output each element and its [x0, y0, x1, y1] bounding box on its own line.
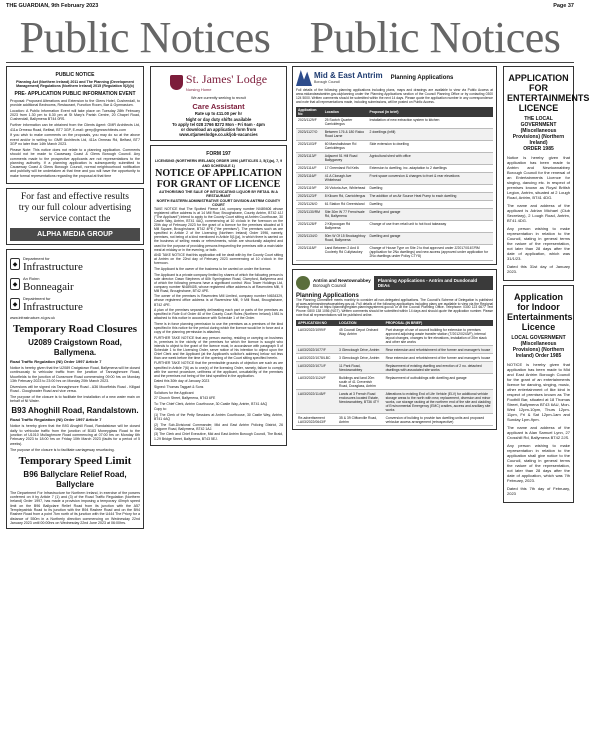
table-cell: Rear extension and refurbishment of the former and manager's house: [384, 346, 493, 354]
table-header: Location: [323, 107, 368, 117]
tsl-road: B96 Ballyclare Relief Road, Ballyclare: [23, 469, 127, 489]
table-cell: 41 A Clonagh Ave Whitehead: [323, 172, 368, 184]
table-cell: LA03/2022/1077/F: [296, 346, 337, 354]
trc2-sub: Road Traffic Regulation (NI) Order 1997 Article 7: [10, 417, 102, 423]
public-notice-subtitle: Planning Act (Northern Ireland) 2011 and The Planning (Development Management) Regulations (Northern Ireland) 2015 (Regulation 5(2)(b): [16, 80, 134, 89]
mea-planning-box: [292, 66, 497, 265]
page-header: [0, 0, 580, 12]
trc2-title: B93 Ahoghill Road, Randalstown.: [11, 406, 139, 416]
trc2-para: Notice is hereby given that the B93 Ahoghill Road, Randalstown will be closed daily to vehicular traffic from the junction of B183 Moneyglass Road to the junction of U1010 Mullaghmore Road commencing at 07:00 hrs on Monday 6th February 2023 to 18:00 hrs on Friday 10th March 2023 (faults for a period of 5 weeks).: [10, 424, 140, 446]
table-cell: Agricultural shed with office: [368, 152, 493, 164]
table-header: LOCATION: [337, 320, 384, 326]
table-cell: 50m W Of 15 Brockaghboy Road, Ballymena: [323, 232, 368, 244]
table-cell: 8 Kilcarn Rd, Carrickfergus: [323, 192, 368, 200]
column-2: [150, 66, 287, 450]
table-cell: 2023/1114/F: [296, 164, 323, 172]
licence-para: A plan of the premises separately delineating each part or parts of the premises as specified in Rule 6 of Order 40 of the County Court Rules (Northern Ireland) 1981 is attached to this notice in accordance with Schedule 1 of the Order.: [154, 308, 283, 321]
licence-para: The Applicant is a private company limited by shares of which the following person is sole director: Dawn Stephens of 60b Symingtown Road, Clarryford, Ballymena and of which the following persons have a significant control: Woo Tower Holdings Ltd, company number NI489405, whose registered office address is at Ravenview Mill, 9 Mill Road, Broughshane, BT42 4PE.: [154, 272, 283, 293]
anda-sub: Borough Council: [313, 282, 347, 288]
form-no: FORM 197: [206, 151, 231, 158]
table-header: APPLICATION NO: [296, 320, 337, 326]
dfi-icon: ◆: [10, 278, 20, 290]
table-cell: 2023/1128/F: [296, 220, 323, 232]
pac-para: Location: A Public Information Event will take place on Tuesday 28th February 2023 from 1.30 pm to 6.30 pm at St Mary's Parish Centre, 20 Chapel Road, Cushendall, Ballymena BT44 0RS.: [10, 108, 140, 122]
table-cell: LA03/2022/1099/F: [296, 326, 337, 346]
licence-para: AND TAKE NOTICE that this application will be dealt with by the County Court sitting at Antrim on the 22nd day of February 2023 commencing at 10 o'clock in the forenoon.: [154, 253, 283, 266]
table-cell: Side extension to dwelling: [368, 140, 493, 152]
table-row: [296, 140, 493, 152]
care-line: or download an application form from: [180, 126, 257, 132]
dfi-icon: ◆: [10, 298, 20, 310]
dfi-icon: ◆: [10, 258, 20, 270]
tsl-title: Temporary Speed Limit: [18, 454, 132, 467]
table-cell: 2023/1103/F: [296, 140, 323, 152]
table-cell: LA03/2022/1078/LBC: [296, 354, 337, 362]
masthead-right: Public Notices: [309, 12, 561, 62]
lic1-para: Dated this 31st day of January 2023.: [507, 264, 570, 274]
table-row: [296, 362, 493, 374]
lic1-sub2: ORDER 1985: [523, 146, 554, 152]
table-cell: 35 & 39 Cliftonville Road, Antrim: [337, 414, 384, 426]
page-number: Page 37: [553, 3, 574, 9]
table-row: [296, 208, 493, 220]
lic2-para: NOTICE is hereby given that application has been made to Mid and East Antrim Borough Council for the grant of an entertainments licence for dancing, singing, music, other entertainment of like kind in respect of premises known as The Foothill Bar, situated at 18 Thomas Street, Ballymena BT43 6AU, Mon-Wed 12pm-10pm, Thurs 12pm-11pm, Fri & Sat 12pm-1am and Sunday 1pm-9pm.: [507, 362, 570, 422]
lic2-para: Dated this 7th day of February, 2023: [507, 486, 570, 496]
table-row: [296, 200, 493, 208]
dfi-notice-box: [6, 249, 144, 530]
table-cell: Installation of new extraction system to kitchen: [368, 117, 493, 129]
table-cell: Change of House Type on Site 2 to that approved under Z/2017/0167/RM (application for 2No dwellings) and new access (approved under application for 2No dwellings under Policy CTY8): [368, 244, 493, 260]
lic1-title: APPLICATION FOR ENTERTAINMENTS LICENCE: [507, 73, 589, 113]
licence-para: To: The Chief Clerk, Antrim Courthouse, 30 Castle Way, Antrim, BT41 4AQ: [154, 401, 268, 406]
table-cell: 2023/1134/O: [296, 232, 323, 244]
table-row: [296, 117, 493, 129]
dfi-irish-name: Bonneagair: [23, 280, 74, 293]
authorising: AUTHORISING THE SALE OF INTOXICATING LIQUOR BY RETAIL IN A RESTAURANT: [159, 189, 278, 199]
licensing-order: LICENSING (NORTHERN IRELAND) ORDER 1996 (ARTICLES 2, 5(1)(a), 7, 9 AND SCHEDULE 1): [154, 159, 283, 168]
care-line: To apply tel 028 2766 8272 Mon - Fri 9am - 4pm: [172, 121, 265, 127]
dfi-ulster-name: Infrastructure: [23, 300, 83, 313]
dfi-ulster: Depairtment fur: [23, 295, 51, 301]
trc1-para: Diversions will be signed via Tannaghmore Road - A36 Moorfields Road - Killgad Road - Cloughwater Road and vice versa.: [10, 384, 140, 393]
table-cell: Rear extension and refurbishment of the former and manager's house: [384, 354, 493, 362]
table-header: PROPOSAL (IN BRIEF): [384, 320, 493, 326]
table-cell: 3 Glenclough Drive, Antrim: [337, 354, 384, 362]
table-cell: Extension to dwelling, inc. adaptation to 2 dwellings: [368, 164, 493, 172]
licence-para: Dated this 30th day of January 2023: [154, 379, 210, 384]
table-cell: Dwelling: [368, 184, 493, 192]
sj-tag: Nursing Home: [185, 87, 212, 92]
table-row: [296, 220, 493, 232]
table-header: Application No: [296, 107, 323, 117]
licence-para: There is in force planning permission to use the premises as a premises of the kind specified in this notice for the period during which the licence would be in force and a copy of the planning permission is attached.: [154, 321, 283, 334]
table-cell: Dwelling: [368, 200, 493, 208]
licence-para: Solicitors for the Applicant: [154, 390, 194, 395]
advert-line-3: service contact the: [39, 213, 111, 224]
table-cell: 61 Station Rd Greenisland: [323, 200, 368, 208]
pac-body: [10, 99, 140, 178]
table-row: [296, 374, 493, 390]
licence-para: The Applicant is the owner of the business to be carried on under the licence.: [154, 266, 272, 271]
dfi-web: www.infrastructure-ni.gov.uk: [10, 315, 55, 320]
licence-para: TAKE NOTICE that The Spotted Fleece Ltd, company number NI489406 whose registered office address is at 14 Mill Row, Broughshane, County Antrim, BT42 4JJ ("The Applicant") intend to apply to the County Court sitting at Antrim Courthouse, 30 Castle Way, Antrim, BT41 4AQ, commencing at 10 o'clock in the forenoon on the 20th day of February 2023 for the grant of a licence for the premises situated at 5 Mill Square, Broughshane, BT42 4PE ("the premises"). The premises such as are specified in Article 2 of the Licensing (Northern Ireland) Order 1996, namely, premises, not being of a kind mentioned in Article 5(1)(a), in which there is carried on the business of selling meals or refreshments, which are structurally adapted and used for the purpose of providing persons frequenting the premises with a main table meal at midday or in the evening, or both.: [154, 207, 283, 252]
table-row: [296, 244, 493, 260]
entertainment-licence-2: [503, 285, 574, 503]
mea-applications-table: [296, 107, 493, 261]
table-header: Proposal (in brief): [368, 107, 493, 117]
advert-box: [6, 188, 144, 245]
licence-notice-box: [150, 145, 287, 446]
st-james-crest-icon: [170, 75, 183, 90]
trc1-sub: Road Traffic Regulation (NI) Order 1997 Article 7: [10, 358, 102, 364]
column-1: [6, 66, 144, 533]
care-line: Night or day duty shifts available: [185, 116, 252, 122]
tsl-para: The Department For Infrastructure for Northern Ireland, in exercise of the powers conferred on it by Article 7 (1) and (3) of the Road Traffic Regulation (Northern Ireland) Order 1997, has made a provision imposing a temporary 40mph speed limit on the B96 Ballyclare Relief Road from its junction with the A57 Templepatrick Road to its junction with the B94 Rashee Road and on the B94 Rashee Road from a point 7km north of its junction with the U444 The Priory for a distance of 550m in a Northerly direction commencing on Wednesday 22nd January 2023 until 00:00hrs on Wednesday 22nd June 2023 at 06:00hrs.: [10, 490, 140, 525]
care-assistant-advert: [150, 66, 287, 141]
care-title: Care Assistant: [192, 102, 245, 112]
table-cell: Part change of use of council building for extension to premises approved adjoining waste transfer station (T/2012/0243/F), internal layout changes, changes to fire elevations, installation of 20m stack and other site works: [384, 326, 493, 346]
table-cell: 2023/1116/F: [296, 172, 323, 184]
anda-planning-box: [292, 269, 497, 431]
table-row: [296, 414, 493, 426]
licence-para: (1) The Clerk of the Petty Sessions at Antrim Courthouse, 30 Castle Way, Antrim, BT41 4AQ: [154, 413, 283, 422]
anda-pa-title: Planning Applications: [296, 292, 359, 299]
table-cell: 2023/1130/RM: [296, 208, 323, 220]
lic1-para: The name and address of the applicant is Adrian Michael (Club Secretary), 2 Lough Road, Antrim, BT41 4DG.: [507, 203, 570, 223]
column-4: [503, 66, 589, 507]
anda-logo-icon: [296, 276, 310, 290]
anda-intro: The Planning Committee meets monthly to consider all non-delegated applications. The Council's Scheme of Delegation is published at www.antrimandnewtownabbey.gov.uk. Full details of the following applications including plans are available to view via the Regional Planning Portal at https://planningregister.planningsystemni.gov.uk or at the Council Planning Office. Telephone: 0300 123 6677 Text Phone: 0800 138 1056 (NGT). Written comments should be submitted within 14 days and should quote the application number. Please note that all representations will be published online.: [296, 297, 493, 318]
table-cell: 2 Killycoogan Rd Ballymena: [323, 220, 368, 232]
public-notice-title: PUBLIC NOTICE: [55, 72, 95, 78]
mea-intro: Full details of the following planning applications including plans, maps and drawings are available to view via Public Access at www.midandeastantrim.gov.uk/planning under the Planning Applications section of the Council Planning Office or by contacting 0300 124 5000. Written comments should be submitted within the next 14 days. Please quote the application number in any correspondence and note that all representations made, including submissions, will be posted on Public Access.: [296, 88, 493, 104]
trc1-title: U2089 Craigstown Road, Ballymena.: [28, 337, 122, 357]
table-row: [296, 128, 493, 140]
pac-para: Further information can be obtained from the Clients Agent: GMR Architects Ltd, 411a Ormeau Road, Belfast, BT7 3GP, E-mail: gerry@gmrarchitects.com: [10, 123, 140, 132]
table-cell: Lands at 3 French Road enclosures located Estate, Newtownabbey, BT36 4TY: [337, 390, 384, 414]
licence-para: 27 Church Street, Ballymena, BT43 6FE: [154, 396, 216, 401]
care-link: www.stjameslodge.co.uk/job-vacancies: [179, 132, 258, 138]
alpha-media-bar: ALPHA MEDIA GROUP: [10, 228, 140, 241]
table-cell: LA03/2022/1145/F: [296, 390, 337, 414]
dfi-ulster-row: [10, 296, 140, 313]
table-cell: 2023/1123/F: [296, 192, 323, 200]
column-3: [292, 66, 497, 434]
sj-name: St. James' Lodge: [185, 72, 268, 86]
entertainment-licence-1: [503, 66, 589, 281]
licence-para: (2) The Sub-Divisional Commander, Mid and East Antrim Policing District, 26 Galgorm Road, Ballymena, BT42 1AJ.: [154, 422, 283, 431]
licence-para: FURTHER TAKE NOTICE that any person owning, residing or carrying on business in, premises in the vicinity of the premises for which the licence is sought who intends to object to the grant of the licence must, in accordance with paragraph 5 of Schedule 1 to the Licensing Order, serve notice of his intention to object upon the Chief Clerk and the Applicant (at the Applicant's solicitor's address) below not less than one week before the time of the opening of the Court sitting specified herein.: [154, 335, 283, 360]
table-cell: 26 Victoria Ave, Whitehead: [323, 184, 368, 192]
dfi-logo-row: [10, 256, 140, 273]
table-cell: 60 Marshallstown Rd Carrickfergus: [323, 140, 368, 152]
table-cell: Dwelling and garage: [368, 208, 493, 220]
table-cell: The addition of an Air Source Heat Pump to each dwelling: [368, 192, 493, 200]
table-cell: Between 176 & 180 Raloo Road Larne: [323, 128, 368, 140]
anda-applications-table: [296, 320, 493, 426]
pac-para: If you wish to make comments on the proposals, you may do so at the above event and/or in writing to: GMR Architects Ltd, 411a Ormeau Rd, Belfast, BT7 3GP no later than 14th March 2023.: [10, 133, 140, 147]
dfi-irish-row: [10, 276, 140, 293]
table-cell: 45 Council Depot Orchard Way, Antrim: [337, 326, 384, 346]
table-row: [296, 192, 493, 200]
licence-para: Signed: Thomas Taggart & Sons: [154, 384, 204, 389]
table-cell: 2023/1119/F: [296, 184, 323, 192]
trc1-para: Notice is hereby given that the U2089 Craigstown Road, Ballymena will be closed continuously to vehicular traffic from the junction of Tannaghmore Road, Moorfields to the junction of Dunsmore Road commencing 09:00 hrs on Monday 13th February 2023 to 23:00 hrs on Monday 20th March 2023.: [10, 365, 140, 383]
table-cell: LA03/2022/1071/F: [296, 362, 337, 374]
pac-para: Proposal: Proposed Alterations and Extension to the Glens Hotel, Cushendall, to provide additional Bedrooms, Restaurant, Function Room, Bar & Gymnasium.: [10, 98, 140, 107]
dfi-irish: An Roinn: [23, 275, 40, 281]
table-cell: Site 30m W 77 Frenchvale Rd, Ballymena: [323, 208, 368, 220]
care-line: Rate up to £11.00 per hr: [194, 111, 243, 117]
table-cell: 3 Glenclough Drive, Antrim: [337, 346, 384, 354]
masthead: [0, 12, 580, 62]
table-cell: Re-advertisement LA03/2022/0643/F: [296, 414, 337, 426]
anda-name: Antrim and Newtownabbey: [313, 277, 371, 283]
table-row: [296, 390, 493, 414]
lic2-sub: LOCAL GOVERNMENT (Miscellaneous Provisions) (Northern Ireland) Order 1985: [511, 335, 566, 359]
dfi-name: Infrastructure: [23, 260, 83, 273]
table-cell: 2023/1113/F: [296, 152, 323, 164]
sj-logo: [154, 72, 283, 92]
table-cell: Adjacent 51 Hill Road Ballygarvey: [323, 152, 368, 164]
licence-para: The owner of the premises is Ravenview Mill Limited, company number NI634329, whose registered office address is at Ravenview Mill, 9 Mill Road, Broughshane, BT42 4PE.: [154, 294, 283, 307]
table-cell: 2023/1129/F: [296, 117, 323, 129]
table-cell: Replacement of existing dwelling and erection of 2 no. detached dwellings with associated site works: [384, 362, 493, 374]
mea-logo: [296, 70, 383, 86]
recruit-line: We are currently seeking to recruit: [191, 96, 246, 100]
lic2-para: Any person wishing to make representation in relation to the application shall give notice to the Council, stating in general terms the nature of the representation, not later than 28 days after the date of application, which was 7th February, 2023.: [507, 443, 570, 483]
table-cell: 2 dwellings (infill): [368, 128, 493, 140]
public-notice-box: [6, 66, 144, 184]
licence-para: FURTHER TAKE NOTICE that the permissible grounds of objection are such as are specified in Article 7(6) as to one(s) of the licensing Order, namely, failure to comply with the correct procedure, unfitness of the applicant, unsuitability of the premises and the premises not being of the kind specified in the application.: [154, 361, 283, 378]
lic1-sub1: THE LOCAL GOVERNMENT (Miscellaneous Provisions) (Northern Ireland): [512, 116, 565, 146]
table-cell: 25 Scotch Quarter Carrickfergus: [323, 117, 368, 129]
advert-line-1: For fast and effective results: [21, 191, 129, 202]
masthead-left: Public Notices: [19, 12, 271, 62]
table-row: [296, 172, 493, 184]
table-row: [296, 326, 493, 346]
court: NORTH EASTERN ADMINISTRATIVE COURT DIVISION ANTRIM COUNTY COURT: [156, 198, 281, 207]
licence-para: Copy to:: [154, 407, 167, 412]
table-cell: Dwelling and garage: [368, 232, 493, 244]
mea-pa-title: Planning Applications: [390, 75, 454, 81]
table-row: [296, 346, 493, 354]
notice-title: NOTICE OF APPLICATION FOR GRANT OF LICENCE: [155, 167, 282, 190]
table-cell: 2023/1126/O: [296, 200, 323, 208]
table-row: [296, 184, 493, 192]
table-cell: Front space conversion & changes to front & rear elevations: [368, 172, 493, 184]
anda-bar: Planning Applications - Antrim and Dundonald DEAs: [374, 276, 493, 290]
advert-line-2: try our full colour advertising: [18, 202, 132, 213]
table-cell: Alterations to existing End of Life Vehicle (ELV) for additional vehicle storage areas to the north with new, replacement, diversion and minor works, car storage racking at the northern end of the site and cladding of Environmental Emergency (EMC) cradles, access and ancillary site works: [384, 390, 493, 414]
table-cell: 2023/1118/F: [296, 244, 323, 260]
trc2-para: The purpose of the closure is to facilitate carriageway resurfacing.: [10, 447, 115, 452]
masthead-rule: [6, 62, 574, 63]
table-cell: LA03/2022/1124/F: [296, 374, 337, 390]
trc1-para: The purpose of the closure is to facilitate the installation of a new water main on behalf of NI Water.: [10, 394, 140, 404]
table-cell: Replacement of outbuildings with dwelling and garage: [384, 374, 493, 390]
table-row: [296, 164, 493, 172]
trc-title: Temporary Road Closures: [12, 322, 138, 335]
table-row: [296, 152, 493, 164]
dfi-dept: Department for: [23, 255, 50, 261]
table-cell: 11 Park Road, Newtownabbey: [337, 362, 384, 374]
lic1-para: Notice is hereby given that application has been made to Antrim and Newtownabbey Borough Council for the renewal of an Entertainments Licence for singing, dancing etc. in respect of premises known as Royal British Legion, Antrim, situated at 2 Lough Road, Antrim, BT41 4DG.: [507, 155, 570, 200]
table-cell: Change of use from retail unit to hot food takeaway: [368, 220, 493, 232]
table-row: [296, 354, 493, 362]
table-cell: 2023/1127/O: [296, 128, 323, 140]
paper-date: THE GUARDIAN, 9th February 2023: [6, 3, 99, 9]
mea-name: Mid & East Antrim: [314, 71, 383, 80]
table-cell: Land Between 2 And 8 Cooleely Rd Cullybackey: [323, 244, 368, 260]
pac-para: Please Note: This notice does not relate to a planning application. Comments should not be made to Causeway Coast & Glens Borough Council. Any comments made to the prospective applicants are not representations to the planning authority. If a planning application is subsequently submitted to Causeway Coast & Glens Borough Council, normal neighbourhood notification and publicity will be undertaken at that time and you will have the opportunity to make formal representations regarding the proposal at that time: [10, 147, 140, 178]
table-cell: Conversion of building to provide two dwelling units and proposed vehicular access arrangement (retrospective): [384, 414, 493, 426]
licence-para: (3) The Clerk and Chief Executive, Mid and East Antrim Borough Council, The Braid, 1-29 Bridge Street, Ballymena, BT43 5EJ.: [154, 432, 283, 441]
table-row: [296, 232, 493, 244]
pac-title: PRE- APPLICATION PUBLIC INFORMATION EVENT: [14, 90, 136, 97]
lic2-title: Application for Indoor Entertainments Licence: [507, 292, 573, 332]
lic1-para: Any person wishing to make representation in relation to the Council, stating in general terms the nature of the representation, not later than 28 days after the date of application, which was 31/1/23.: [507, 226, 570, 261]
lic2-para: The name and address of the applicant is Alan Samuel Lynn, 27 Crosshill Rd, Ballymena BT42 2JS.: [507, 425, 570, 440]
mea-sub: Borough Council: [314, 80, 340, 84]
table-cell: 17 Greenland Rd Kells: [323, 164, 368, 172]
licence-body: [154, 207, 283, 440]
table-cell: Buildings and land 20m south of 41 Crevenish Road, Doraglass, Antrim: [337, 374, 384, 390]
mea-logo-icon: [296, 70, 312, 86]
